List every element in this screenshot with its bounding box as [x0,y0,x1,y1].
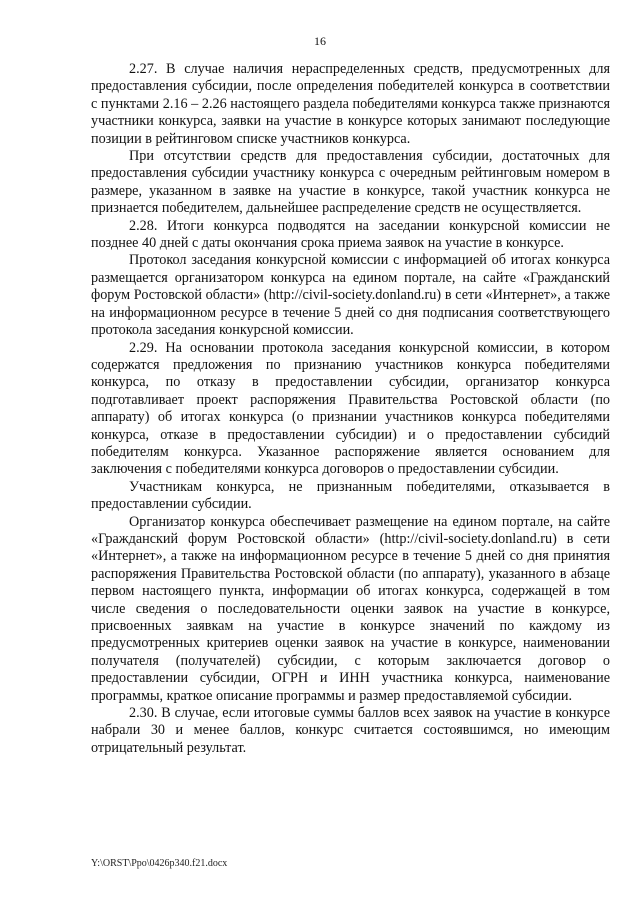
document-body [91,61,610,757]
paragraph-2-28: 2.28. Итоги конкурса подводятся на заседании конкурсной комиссии не позднее 40 дней с даты окончания срока приема заявок на участие в конкурсе. [91,217,610,252]
paragraph-results-publication: Организатор конкурса обеспечивает размещение на едином портале, на сайте «Гражданский форум Ростовской области» (http://civil-society.donland.ru) в сети «Интернет», а также на информационном ресурсе в течение 5 дней со дня принятия распоряжения Правительства Ростовской области (по аппарату), указанного в абзаце первом настоящего пункта, информации об итогах конкурса, содержащей в том числе сведения о последовательности оценки заявок на участие в конкурсе, присвоенных заявкам на участие в конкурсе значений по каждому из предусмотренных критериев оценки заявок на участие в конкурсе, наименовании получателя (получателей) субсидии, с которым заключается договор о предоставлении субсидии, ОГРН и ИНН участника конкурса, наименование программы, краткое описание программы и размер предоставляемой субсидии. [91,513,610,704]
paragraph-insufficient-funds: При отсутствии средств для предоставления субсидии, достаточных для предоставления субсидии участнику конкурса с очередным рейтинговым номером в размере, указанном в заявке на участие в конкурсе, такой участник конкурса не признается победителем, дальнейшее распределение средств не осуществляется. [91,148,610,217]
paragraph-refusal: Участникам конкурса, не признанным победителями, отказывается в предоставлении субсидии. [91,478,610,513]
paragraph-2-29: 2.29. На основании протокола заседания конкурсной комиссии, в котором содержатся предложения по признанию участников конкурса победителями конкурса, по отказу в предоставлении субсидии, организатор конкурса подготавливает проект распоряжения Правительства Ростовской области (по аппарату) об итогах конкурса (о признании участников конкурса победителями конкурса, отказе в предоставлении субсидии) и о предоставлении субсидий победителям конкурса. Указанное распоряжение является основанием для заключения с победителями конкурса договоров о предоставлении субсидии. [91,339,610,478]
paragraph-protocol-publication: Протокол заседания конкурсной комиссии с информацией об итогах конкурса размещается организатором конкурса на едином портале, на сайте «Гражданский форум Ростовской области» (http://civil-society.donland.ru) в сети «Интернет», а также на информационном ресурсе в течение 5 дней со дня подписания соответствующего протокола заседания конкурсной комиссии. [91,252,610,339]
page-number: 16 [314,34,326,48]
paragraph-2-30: 2.30. В случае, если итоговые суммы баллов всех заявок на участие в конкурсе набрали 30 и менее баллов, конкурс считается состоявшимся, но имеющим отрицательный результат. [91,705,610,756]
footer-file-path: Y:\ORST\Ppo\0426p340.f21.docx [91,858,228,869]
paragraph-2-27: 2.27. В случае наличия нераспределенных средств, предусмотренных для предоставления субсидии, после определения победителей конкурса в соответствии с пунктами 2.16 – 2.26 настоящего раздела победителями конкурса также признаются участники конкурса, заявки на участие в конкурсе которых занимают последующие позиции в рейтинговом списке участников конкурса. [91,61,610,147]
